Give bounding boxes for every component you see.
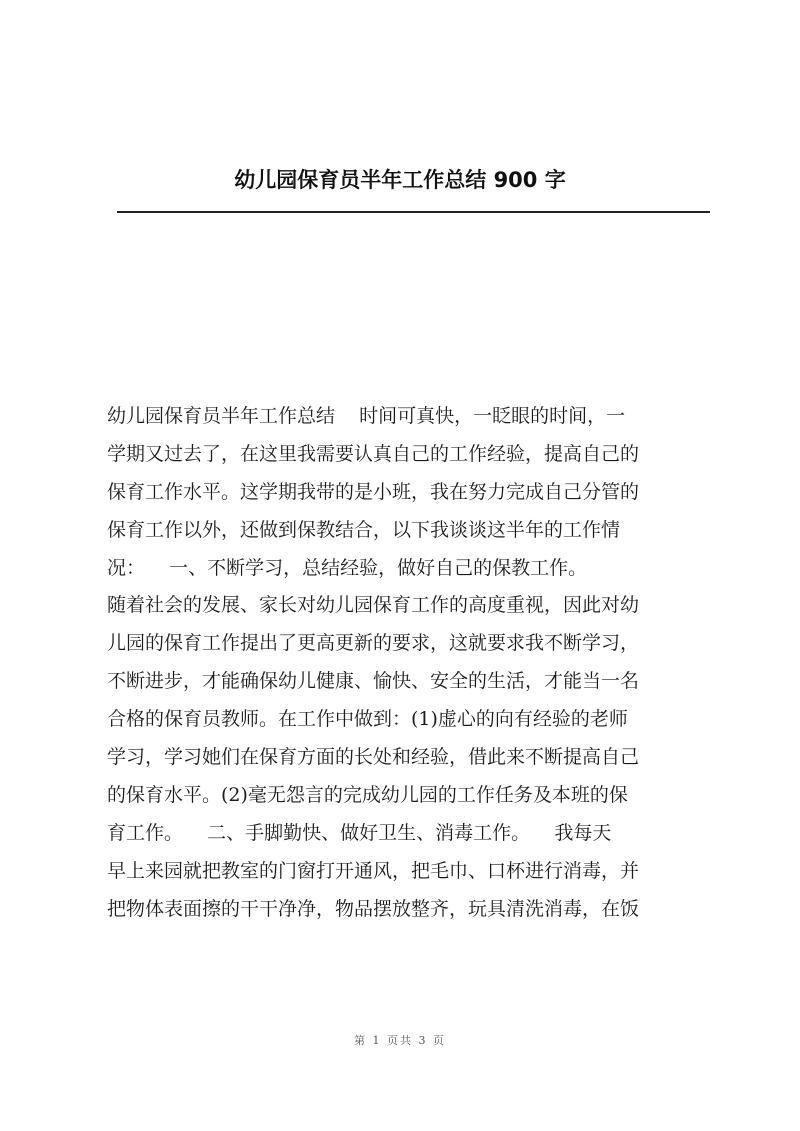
page-number-footer: 第 1 页共 3 页 — [354, 1034, 446, 1047]
body-line: 保育工作以外，还做到保教结合，以下我谈谈这半年的工作情 — [107, 518, 621, 541]
body-line: 儿园的保育工作提出了更高更新的要求，这就要求我不断学习， — [107, 632, 640, 655]
body-line: 不断进步，才能确保幼儿健康、愉快、安全的生活，才能当一名 — [107, 670, 640, 693]
body-line: 幼儿园保育员半年工作总结 时间可真快，一眨眼的时间，一 — [107, 405, 626, 427]
body-line: 学期又过去了，在这里我需要认真自己的工作经验，提高自己的 — [107, 442, 640, 465]
body-line: 早上来园就把教室的门窗打开通风，把毛巾、口杯进行消毒，并 — [107, 859, 640, 882]
body-line: 合格的保育员教师。在工作中做到：(1)虚心的向有经验的老师 — [107, 708, 628, 731]
body-line: 况： 一、不断学习，总结经验，做好自己的保教工作。 — [107, 556, 588, 579]
body-line: 把物体表面擦的干干净净，物品摆放整齐，玩具清洗消毒，在饭 — [107, 897, 640, 920]
document-title: 幼儿园保育员半年工作总结 900 字 — [234, 168, 566, 192]
body-line: 的保育水平。(2)毫无怨言的完成幼儿园的工作任务及本班的保 — [107, 783, 628, 806]
body-line: 学习，学习她们在保育方面的长处和经验，借此来不断提高自己 — [107, 746, 640, 769]
body-line: 保育工作水平。这学期我带的是小班，我在努力完成自己分管的 — [107, 480, 640, 503]
document-body — [107, 398, 713, 928]
body-line: 育工作。 二、手脚勤快、做好卫生、消毒工作。 我每天 — [107, 821, 612, 844]
title-underline — [117, 211, 710, 213]
body-line: 随着社会的发展、家长对幼儿园保育工作的高度重视，因此对幼 — [107, 594, 640, 617]
